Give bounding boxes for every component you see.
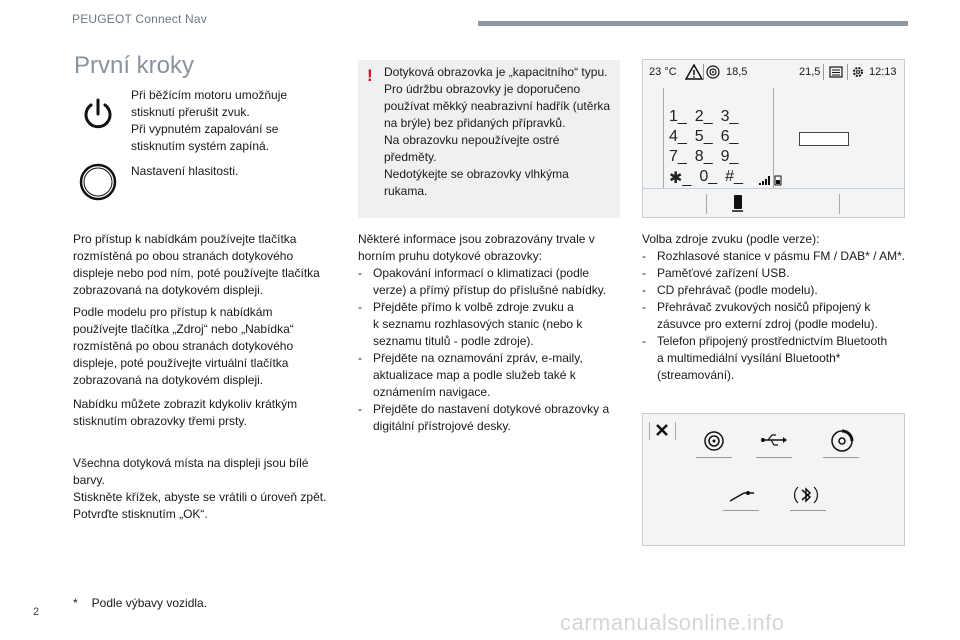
keypad-key: 7_ [669, 148, 687, 165]
input-field-illustration [799, 132, 849, 146]
warning-note-text: Dotyková obrazovka je „kapacitního“ typu. Pro údržbu obrazovky je doporučeno používat měkký neabrazivní hadřík (utěrka na brýle) bez přidaných přípravků. Na obrazovku nepoužívejte ostré předměty. Nedotýkejte se obrazovky vlhkýma rukama. [384, 65, 611, 198]
source-selection-illustration [642, 413, 905, 546]
column3-text: Volba zdroje zvuku (podle verze): - Rozhlasové stanice v pásmu FM / DAB* / AM*. - Paměťové zařízení USB. - CD přehrávač (podle modelu). - Přehrávač zvukových nosičů připojený k zásuvce pro externí zdroj (podle modelu). - Telefon připojený prostřednictvím Bluetooth a multimediální vysílání Bluetooth* (streamování). [642, 231, 912, 384]
warning-triangle-icon [685, 64, 703, 80]
paragraph-three-fingers: Nabídku můžete zobrazit kdykoliv krátkým stisknutím obrazovky třemi prsty. [73, 397, 298, 428]
keypad-key: 6_ [720, 128, 739, 145]
brand-header: PEUGEOT Connect Nav [72, 12, 207, 26]
messages-icon [829, 65, 843, 79]
cd-icon [830, 429, 854, 453]
list-item: - Telefon připojený prostřednictvím Bluetooth a multimediální vysílání Bluetooth* (streamování). [642, 333, 912, 384]
paragraph-menus: Pro přístup k nabídkám používejte tlačítka rozmístěná po obou stranách dotykového displeje nebo pod ním, poté používejte tlačítka zobrazovaná na dotykovém displeji. [73, 232, 320, 297]
power-icon [80, 96, 116, 132]
bluetooth-streaming-icon [793, 482, 819, 508]
status-temperature-right: 21,5 [799, 66, 821, 78]
keypad-key: 9_ [720, 148, 739, 165]
close-icon [655, 423, 669, 437]
signal-battery-icon [759, 174, 785, 186]
list-item: - Přejděte do nastavení dotykové obrazovky a digitální přístrojové desky. [358, 401, 623, 435]
keypad-key: 8_ [694, 148, 713, 165]
list-item: - Rozhlasové stanice v pásmu FM / DAB* / AM*. [642, 248, 912, 265]
list-item: - Přejděte na oznamování zpráv, e-maily, aktualizace map a podle služeb také k oznámením navigace. [358, 350, 623, 401]
header-rule [478, 21, 908, 26]
page-number: 2 [33, 606, 40, 618]
list-item: - Opakování informací o klimatizaci (podle verze) a přímý přístup do příslušné nabídky. [358, 265, 623, 299]
keypad-key: 4_ [669, 128, 687, 145]
keypad-key: 1_ [669, 108, 687, 125]
warning-exclamation-icon: ! [367, 66, 373, 85]
usb-icon [761, 432, 787, 448]
paragraph-touch-zones: Všechna dotyková místa na displeji jsou bílé barvy. Stiskněte křížek, abyste se vrátili o úroveň zpět. Potvrďte stisknutím „OK“. [73, 456, 327, 521]
status-time: 12:13 [869, 66, 897, 78]
aux-cable-icon [728, 487, 756, 505]
phone-handset-icon [731, 194, 747, 214]
radio-icon [706, 65, 720, 79]
list-item: - Paměťové zařízení USB. [642, 265, 912, 282]
status-temperature-left: 23 °C [649, 66, 677, 78]
watermark: carmanualsonline.info [560, 610, 785, 635]
keypad-key: #_ [725, 168, 743, 185]
settings-gear-icon [851, 65, 865, 79]
radio-source-icon [703, 430, 725, 452]
page-title: První kroky [74, 52, 195, 79]
list-item: - Přehrávač zvukových nosičů připojený k zásuvce pro externí zdroj (podle modelu). [642, 299, 912, 333]
keypad-key: 5_ [694, 128, 713, 145]
list-item: - Přejděte přímo k volbě zdroje zvuku a k seznamu rozhlasových stanic (nebo k seznamu titulů - podle zdroje). [358, 299, 623, 350]
status-frequency: 18,5 [726, 66, 748, 78]
power-description: Při běžícím motoru umožňuje stisknutí přerušit zvuk. Při vypnutém zapalování se stisknutím systém zapíná. [131, 88, 288, 153]
list-item: - CD přehrávač (podle modelu). [642, 282, 912, 299]
paragraph-source-menu: Podle modelu pro přístup k nabídkám používejte tlačítka „Zdroj“ nebo „Nabídka“ rozmístěná po obou stranách dotykového displeje, poté používejte virtuální tlačítka zobrazovaná na dotykovém displeji. [73, 305, 294, 387]
footnote: * Podle výbavy vozidla. [73, 596, 208, 610]
keypad-key: 0_ [699, 168, 718, 185]
keypad-key: 3_ [720, 108, 739, 125]
keypad [669, 108, 743, 188]
touchscreen-keypad-illustration [642, 59, 905, 218]
volume-knob-icon [78, 162, 118, 202]
column2-text: Některé informace jsou zobrazovány trvale v horním pruhu dotykové obrazovky: - Opakování informací o klimatizaci (podle verze) a přímý přístup do příslušné nabídky. - Přejděte přímo k volbě zdroje zvuku a k seznamu rozhlasových stanic (nebo k seznamu titulů - podle zdroje). - Přejděte na oznamování zpráv, e-maily, aktualizace map a podle služeb také k oznámením navigace. - Přejděte do nastavení dotykové obrazovky a digitální přístrojové desky. [358, 231, 623, 435]
keypad-key: 2_ [694, 108, 713, 125]
keypad-key: ✱_ [669, 170, 692, 187]
volume-description: Nastavení hlasitosti. [131, 164, 239, 178]
